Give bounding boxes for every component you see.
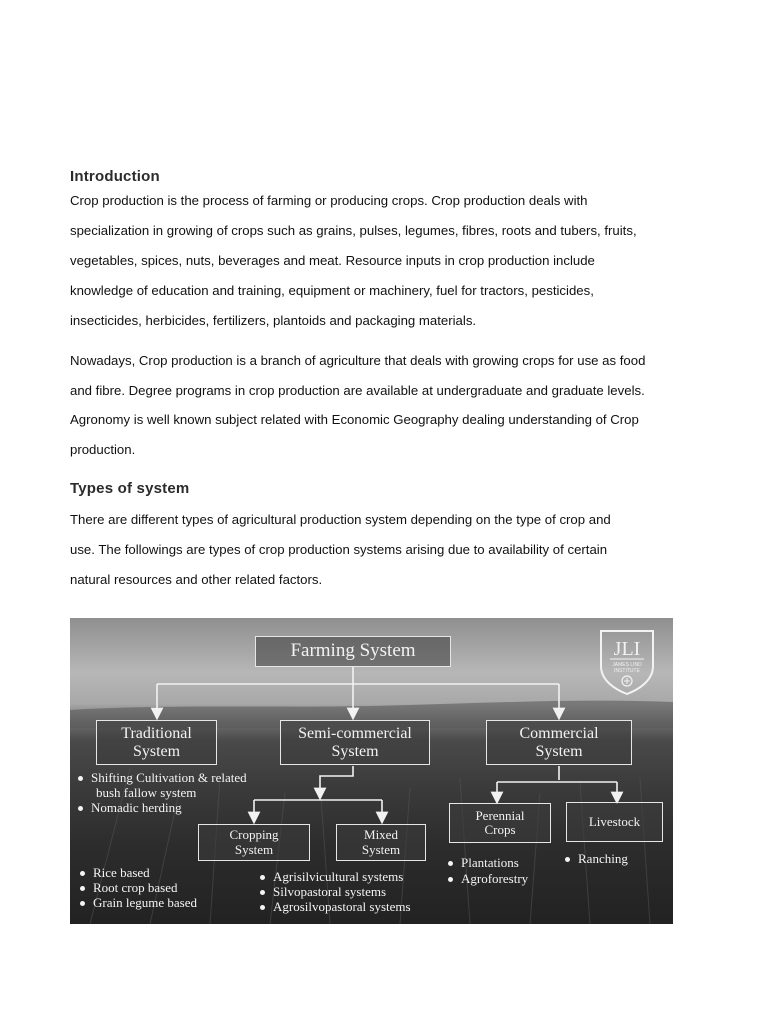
perennial-item-1: Plantations <box>448 855 519 870</box>
cropping-system-node: Cropping System <box>198 824 310 861</box>
traditional-item-1: Shifting Cultivation & related <box>78 770 247 785</box>
svg-text:INSTITUTE: INSTITUTE <box>614 668 640 674</box>
mixed-item-3: Agrosilvopastoral systems <box>260 899 411 914</box>
mixed-item-1: Agrisilvicultural systems <box>260 869 403 884</box>
intro-line-3: vegetables, spices, nuts, beverages and meat. Resource inputs in crop production include <box>70 253 595 268</box>
commercial-system-node: Commercial System <box>486 720 632 765</box>
para2-line-1: Nowadays, Crop production is a branch of agriculture that deals with growing crops for use as food <box>70 353 646 368</box>
types-line-3: natural resources and other related factors. <box>70 572 323 587</box>
cropping-item-3: Grain legume based <box>80 895 197 910</box>
mixed-system-node: Mixed System <box>336 824 426 861</box>
intro-line-1: Crop production is the process of farming or producing crops. Crop production deals with <box>70 193 588 208</box>
svg-text:JLI: JLI <box>613 638 641 660</box>
livestock-item-1: Ranching <box>565 851 628 866</box>
svg-text:JAMES LIND: JAMES LIND <box>612 662 642 668</box>
traditional-item-2: Nomadic herding <box>78 800 182 815</box>
cropping-item-2: Root crop based <box>80 880 177 895</box>
para2-line-3: Agronomy is well known subject related with Economic Geography dealing understanding of Crop <box>70 412 639 427</box>
farming-system-node: Farming System <box>255 636 451 667</box>
para2-line-4: production. <box>70 442 136 457</box>
traditional-system-node: Traditional System <box>96 720 217 765</box>
para2-line-2: and fibre. Degree programs in crop production are available at undergraduate and graduate levels. <box>70 383 645 398</box>
james-lind-institute-logo <box>598 628 656 696</box>
perennial-item-2: Agroforestry <box>448 871 528 886</box>
types-line-1: There are different types of agricultural production system depending on the type of crop and <box>70 512 611 527</box>
farming-system-diagram <box>70 618 673 924</box>
intro-line-4: knowledge of education and training, equipment or machinery, fuel for tractors, pesticides, <box>70 283 594 298</box>
semi-commercial-system-node: Semi-commercial System <box>280 720 430 765</box>
mixed-item-2: Silvopastoral systems <box>260 884 386 899</box>
intro-line-2: specialization in growing of crops such as grains, pulses, legumes, fibres, roots and tubers, fruits, <box>70 223 637 238</box>
introduction-heading: Introduction <box>70 168 160 185</box>
perennial-crops-node: Perennial Crops <box>449 803 551 843</box>
types-of-system-heading: Types of system <box>70 480 190 497</box>
cropping-item-1: Rice based <box>80 865 150 880</box>
livestock-node: Livestock <box>566 802 663 842</box>
traditional-item-1-cont: bush fallow system <box>96 785 197 800</box>
types-line-2: use. The followings are types of crop production systems arising due to availability of certain <box>70 542 608 557</box>
intro-line-5: insecticides, herbicides, fertilizers, plantoids and packaging materials. <box>70 313 477 328</box>
